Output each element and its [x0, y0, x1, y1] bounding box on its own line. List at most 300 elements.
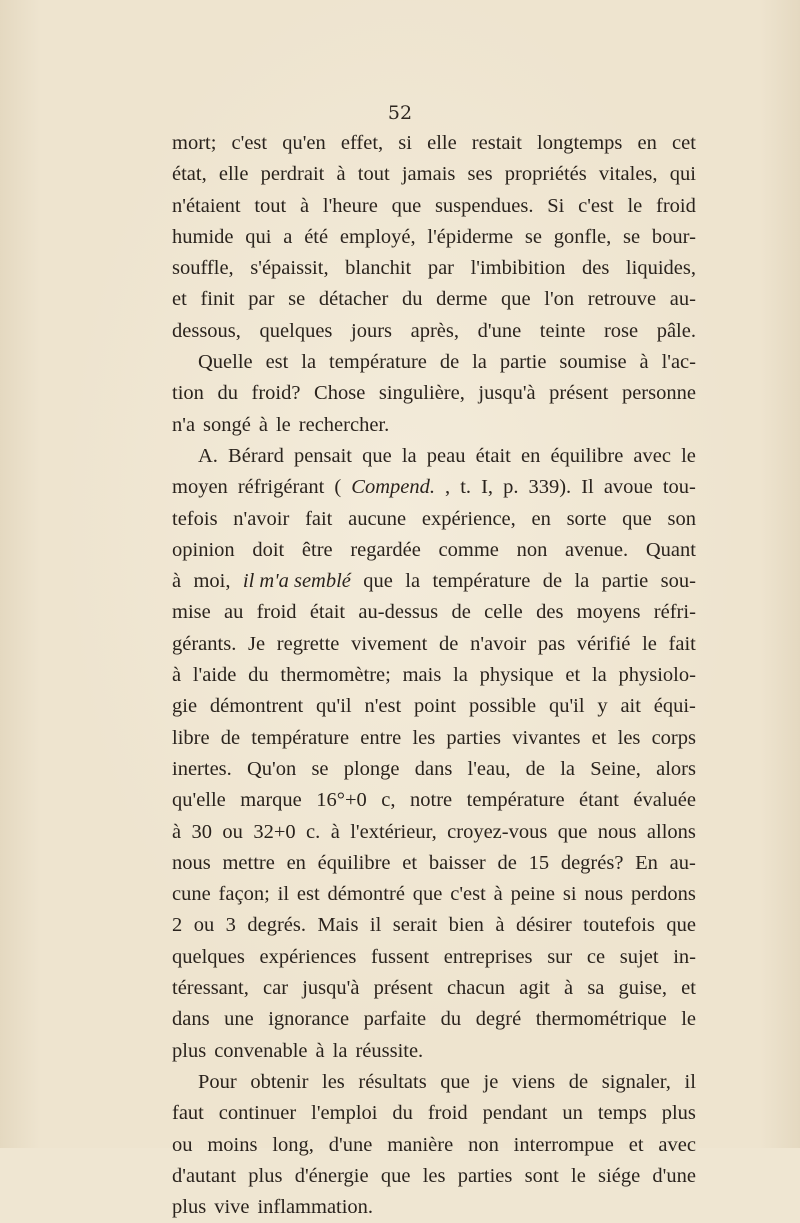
- word: des: [582, 257, 610, 280]
- word: Mais: [317, 914, 359, 937]
- word: tion: [172, 382, 204, 405]
- word: opinion: [172, 538, 235, 561]
- word: in-: [673, 945, 696, 968]
- word: été: [304, 225, 329, 248]
- word: l'ac-: [661, 351, 696, 374]
- word: était: [475, 444, 511, 467]
- word: son: [667, 507, 696, 530]
- word: continuer: [218, 1102, 297, 1125]
- word: comme: [438, 538, 499, 561]
- word: les: [617, 726, 641, 749]
- text-line: [172, 441, 696, 472]
- word: viens: [511, 1070, 556, 1093]
- word: au-: [669, 288, 696, 311]
- word: dans: [414, 757, 453, 780]
- word: résultats: [358, 1070, 427, 1093]
- word: thermométrique: [535, 1008, 667, 1031]
- text-line: [172, 1161, 696, 1192]
- word: la: [453, 664, 468, 687]
- word: avoue: [603, 476, 653, 499]
- text-line: [172, 504, 696, 535]
- word: des: [536, 601, 564, 624]
- word: de: [497, 851, 517, 874]
- word: inertes.: [172, 757, 232, 780]
- word: un: [562, 1102, 583, 1125]
- word: humide: [172, 225, 234, 248]
- word: marque: [240, 789, 302, 812]
- word: perdons: [630, 883, 696, 906]
- word: à: [172, 664, 182, 687]
- word: nous: [597, 820, 637, 843]
- word: quelques: [172, 945, 245, 968]
- word: température: [329, 351, 427, 374]
- word: réussite.: [355, 1039, 424, 1062]
- word: il: [684, 1070, 696, 1093]
- text-line: [172, 222, 696, 253]
- word: songé: [203, 413, 251, 436]
- word: degrés.: [247, 914, 306, 937]
- word: siége: [598, 1164, 641, 1187]
- word: degré: [475, 1008, 522, 1031]
- word: plus: [172, 1039, 207, 1062]
- word: guise,: [618, 977, 667, 1000]
- text-line: [172, 1192, 696, 1223]
- word: qu'elle: [172, 789, 226, 812]
- word: avec: [658, 1133, 696, 1156]
- word: gie: [172, 695, 198, 718]
- word: et: [565, 664, 581, 687]
- word: d'une: [328, 1133, 373, 1156]
- word: Il: [581, 476, 594, 499]
- word: 339).: [528, 476, 572, 499]
- word: ou: [222, 820, 243, 843]
- word: dessous,: [172, 319, 241, 342]
- body-text: [172, 128, 696, 1223]
- text-line: [172, 817, 696, 848]
- word: les: [322, 1070, 345, 1093]
- word: employé,: [339, 225, 416, 248]
- word: il: [369, 914, 382, 937]
- word: restait: [471, 132, 522, 154]
- word: que: [557, 820, 588, 843]
- word: suspendues.: [434, 194, 534, 217]
- word: téressant,: [172, 977, 249, 1000]
- word: degrés?: [560, 851, 624, 874]
- word: Bérard: [228, 444, 284, 467]
- word: qui: [669, 163, 696, 186]
- word: je: [483, 1070, 499, 1093]
- text-line: [172, 128, 696, 159]
- word: réfrigérant: [237, 476, 325, 499]
- word: l'épiderme: [427, 225, 514, 248]
- word: 2: [172, 914, 183, 937]
- word: et: [681, 977, 696, 1000]
- word: non: [468, 1133, 499, 1156]
- word: de: [525, 757, 546, 780]
- word: sa: [587, 977, 605, 1000]
- word: à: [258, 413, 268, 436]
- word: équi-: [653, 695, 696, 718]
- word: rechercher.: [298, 413, 390, 436]
- text-line: [172, 1067, 696, 1098]
- word: mise: [172, 601, 211, 624]
- word: sorte: [566, 507, 607, 530]
- word: que: [391, 194, 422, 217]
- word: vivement: [351, 632, 428, 655]
- word: derme: [436, 288, 488, 311]
- word: t.: [460, 476, 472, 499]
- word: partie: [499, 351, 547, 374]
- word: moyens: [576, 601, 641, 624]
- text-line: [172, 597, 696, 628]
- text-line: [172, 785, 696, 816]
- word: les: [422, 1164, 446, 1187]
- word: Je: [248, 632, 266, 655]
- word: désirer: [515, 914, 572, 937]
- text-line: [172, 410, 696, 441]
- word: A.: [198, 444, 218, 467]
- word: d'une: [652, 1164, 696, 1187]
- text-line: [172, 660, 696, 691]
- word: tefois: [172, 507, 218, 530]
- word: l'on: [544, 288, 575, 311]
- word: croyez-vous: [447, 820, 548, 843]
- word: moi,: [193, 570, 231, 593]
- word: l'emploi: [311, 1102, 378, 1125]
- word: au: [224, 601, 244, 624]
- word: que: [412, 883, 443, 906]
- word: en: [286, 851, 306, 874]
- word: possible: [468, 695, 537, 718]
- word: 15: [528, 851, 550, 874]
- text-line: [172, 347, 696, 378]
- word: démontré: [327, 883, 405, 906]
- word: la: [401, 444, 417, 467]
- word: entre: [360, 726, 402, 749]
- word: obtenir: [250, 1070, 309, 1093]
- word: convenable: [214, 1039, 308, 1062]
- word: après,: [410, 319, 460, 342]
- word: long,: [272, 1133, 314, 1156]
- word: les: [412, 726, 436, 749]
- word: évaluée: [633, 789, 696, 812]
- word: il m'a semblé: [242, 570, 351, 593]
- word: de: [439, 351, 460, 374]
- word: à: [639, 351, 649, 374]
- word: du: [392, 1102, 413, 1125]
- word: présent: [373, 977, 433, 1000]
- word: moyen: [172, 476, 228, 499]
- word: fussent: [370, 945, 430, 968]
- word: baisser: [428, 851, 486, 874]
- text-line: [172, 754, 696, 785]
- word: le: [571, 1164, 586, 1187]
- word: moins: [207, 1133, 258, 1156]
- word: de: [568, 1070, 589, 1093]
- word: ou: [193, 914, 215, 937]
- word: le: [627, 194, 643, 217]
- word: gonfle,: [553, 225, 612, 248]
- word: à: [300, 194, 310, 217]
- word: par: [248, 288, 275, 311]
- word: peine: [510, 883, 555, 906]
- word: n'étaient: [172, 194, 241, 217]
- word: que: [666, 914, 696, 937]
- word: de: [542, 570, 563, 593]
- word: d'énergie: [294, 1164, 369, 1187]
- word: n'avoir: [470, 632, 527, 655]
- word: que: [363, 570, 393, 593]
- word: qui: [245, 225, 272, 248]
- word: n'a: [172, 413, 196, 436]
- word: l'extérieur,: [350, 820, 437, 843]
- word: qu'il: [548, 695, 585, 718]
- word: le: [681, 444, 696, 467]
- word: personne: [621, 382, 696, 405]
- word: à: [330, 820, 340, 843]
- word: par: [427, 257, 454, 280]
- word: elle: [427, 132, 457, 154]
- word: pendant: [482, 1102, 548, 1125]
- text-line: [172, 191, 696, 222]
- word: ce: [586, 945, 606, 968]
- word: en: [637, 132, 657, 154]
- word: regardée: [350, 538, 421, 561]
- word: a: [283, 225, 293, 248]
- word: que: [500, 288, 531, 311]
- word: expérience,: [421, 507, 516, 530]
- word: nous: [172, 851, 211, 874]
- word: corps: [651, 726, 696, 749]
- word: du: [401, 288, 423, 311]
- word: se: [311, 757, 329, 780]
- word: à: [336, 163, 346, 186]
- text-line: [172, 253, 696, 284]
- word: froid?: [251, 382, 301, 405]
- word: chacun: [446, 977, 505, 1000]
- word: et: [591, 726, 607, 749]
- word: c'est: [578, 194, 614, 217]
- word: nous: [584, 883, 624, 906]
- word: à: [315, 1039, 325, 1062]
- word: fait: [668, 632, 696, 655]
- word: être: [301, 538, 333, 561]
- text-line: [172, 910, 696, 941]
- word: froid: [256, 601, 297, 624]
- text-line: [172, 1130, 696, 1161]
- word: Pour: [198, 1070, 237, 1093]
- word: soumise: [559, 351, 627, 374]
- word: si: [562, 883, 577, 906]
- word: jamais: [401, 163, 456, 186]
- word: manière: [387, 1133, 454, 1156]
- word: le: [642, 632, 657, 655]
- word: le: [681, 1008, 696, 1031]
- word: libre: [172, 726, 210, 749]
- word: détacher: [318, 288, 389, 311]
- word: singulière,: [378, 382, 465, 405]
- word: ait: [620, 695, 641, 718]
- word: au-dessus: [358, 601, 439, 624]
- word: p.: [503, 476, 519, 499]
- text-line: [172, 535, 696, 566]
- word: jusqu'à: [478, 382, 536, 405]
- word: la: [405, 570, 421, 593]
- word: au-: [669, 851, 696, 874]
- word: vivantes: [512, 726, 581, 749]
- word: 16°+0: [316, 789, 367, 812]
- word: Seine,: [590, 757, 641, 780]
- word: perdrait: [260, 163, 325, 186]
- word: de: [451, 601, 471, 624]
- word: elle: [218, 163, 249, 186]
- word: l'eau,: [467, 757, 511, 780]
- word: état,: [172, 163, 207, 186]
- word: sont: [524, 1164, 559, 1187]
- word: c,: [381, 789, 396, 812]
- text-line: [172, 973, 696, 1004]
- word: quelques: [259, 319, 333, 342]
- word: ou: [172, 1133, 193, 1156]
- word: 32+0: [253, 820, 296, 843]
- word: d'autant: [172, 1164, 237, 1187]
- word: tou-: [662, 476, 696, 499]
- word: n'avoir: [233, 507, 290, 530]
- word: longtemps: [537, 132, 623, 154]
- word: la: [472, 351, 487, 374]
- word: signaler,: [601, 1070, 671, 1093]
- word: parties: [446, 726, 502, 749]
- word: est: [265, 351, 289, 374]
- word: en: [520, 444, 541, 467]
- word: qu'en: [282, 132, 326, 154]
- word: effet,: [340, 132, 384, 154]
- text-line: [172, 378, 696, 409]
- text-line: [172, 284, 696, 315]
- word: thermomètre;: [280, 664, 391, 687]
- word: vitales,: [598, 163, 658, 186]
- page-number: 52: [387, 102, 413, 124]
- text-line: [172, 472, 696, 503]
- word: aucune: [348, 507, 407, 530]
- word: sur: [547, 945, 573, 968]
- word: à: [172, 820, 182, 843]
- word: n'est: [364, 695, 402, 718]
- word: expériences: [259, 945, 357, 968]
- word: c.: [306, 820, 321, 843]
- word: pensait: [293, 444, 353, 467]
- word: cune: [172, 883, 211, 906]
- word: et: [172, 288, 187, 311]
- word: du: [440, 1008, 462, 1031]
- word: le: [275, 413, 291, 436]
- word: jusqu'à: [302, 977, 360, 1000]
- word: notre: [410, 789, 453, 812]
- word: physique: [479, 664, 554, 687]
- word: teinte: [539, 319, 586, 342]
- word: cet: [672, 132, 696, 154]
- word: Qu'on: [246, 757, 297, 780]
- word: serait: [392, 914, 438, 937]
- word: du: [217, 382, 238, 405]
- word: En: [635, 851, 658, 874]
- word: jours: [351, 319, 393, 342]
- word: celle: [484, 601, 523, 624]
- word: présent: [549, 382, 609, 405]
- word: (: [334, 476, 342, 499]
- word: est: [296, 883, 320, 906]
- word: équilibre: [550, 444, 624, 467]
- word: bien: [448, 914, 484, 937]
- word: y: [597, 695, 608, 718]
- word: de: [439, 632, 459, 655]
- text-line: [172, 1098, 696, 1129]
- word: c'est: [450, 883, 486, 906]
- word: ignorance: [268, 1008, 350, 1031]
- word: plus: [172, 1196, 207, 1219]
- text-line: [172, 159, 696, 190]
- word: interrompue: [513, 1133, 614, 1156]
- word: tout: [357, 163, 390, 186]
- word: l'imbibition: [470, 257, 566, 280]
- word: étant: [579, 789, 619, 812]
- word: 3: [225, 914, 236, 937]
- word: plonge: [343, 757, 400, 780]
- word: temps: [597, 1102, 647, 1125]
- word: Quelle: [198, 351, 253, 374]
- word: bour-: [651, 225, 696, 248]
- word: que: [380, 1164, 411, 1187]
- word: inflammation.: [257, 1196, 374, 1219]
- word: en: [531, 507, 551, 530]
- word: finit: [200, 288, 235, 311]
- word: tout: [254, 194, 287, 217]
- word: que: [440, 1070, 470, 1093]
- word: froid: [656, 194, 696, 217]
- word: mais: [402, 664, 442, 687]
- word: la: [301, 351, 317, 374]
- word: il: [277, 883, 290, 906]
- word: se: [623, 225, 641, 248]
- word: 30: [191, 820, 213, 843]
- word: sujet: [619, 945, 659, 968]
- word: et: [402, 851, 418, 874]
- word: non: [516, 538, 548, 561]
- word: que: [622, 507, 652, 530]
- word: la: [332, 1039, 348, 1062]
- word: doit: [252, 538, 285, 561]
- word: plus: [661, 1102, 696, 1125]
- word: vérifié: [576, 632, 631, 655]
- text-line: [172, 1004, 696, 1035]
- text-line: [172, 848, 696, 879]
- word: peau: [426, 444, 466, 467]
- word: allons: [646, 820, 696, 843]
- word: démontrent: [209, 695, 304, 718]
- word: froid: [427, 1102, 468, 1125]
- word: sou-: [660, 570, 696, 593]
- word: ses: [467, 163, 493, 186]
- word: vive: [214, 1196, 250, 1219]
- word: qu'il: [316, 695, 352, 718]
- word: température: [251, 726, 350, 749]
- word: propriétés: [504, 163, 587, 186]
- word: se: [288, 288, 306, 311]
- word: pâle.: [656, 319, 696, 342]
- word: fait: [305, 507, 333, 530]
- word: à: [493, 883, 503, 906]
- text-line: [172, 691, 696, 722]
